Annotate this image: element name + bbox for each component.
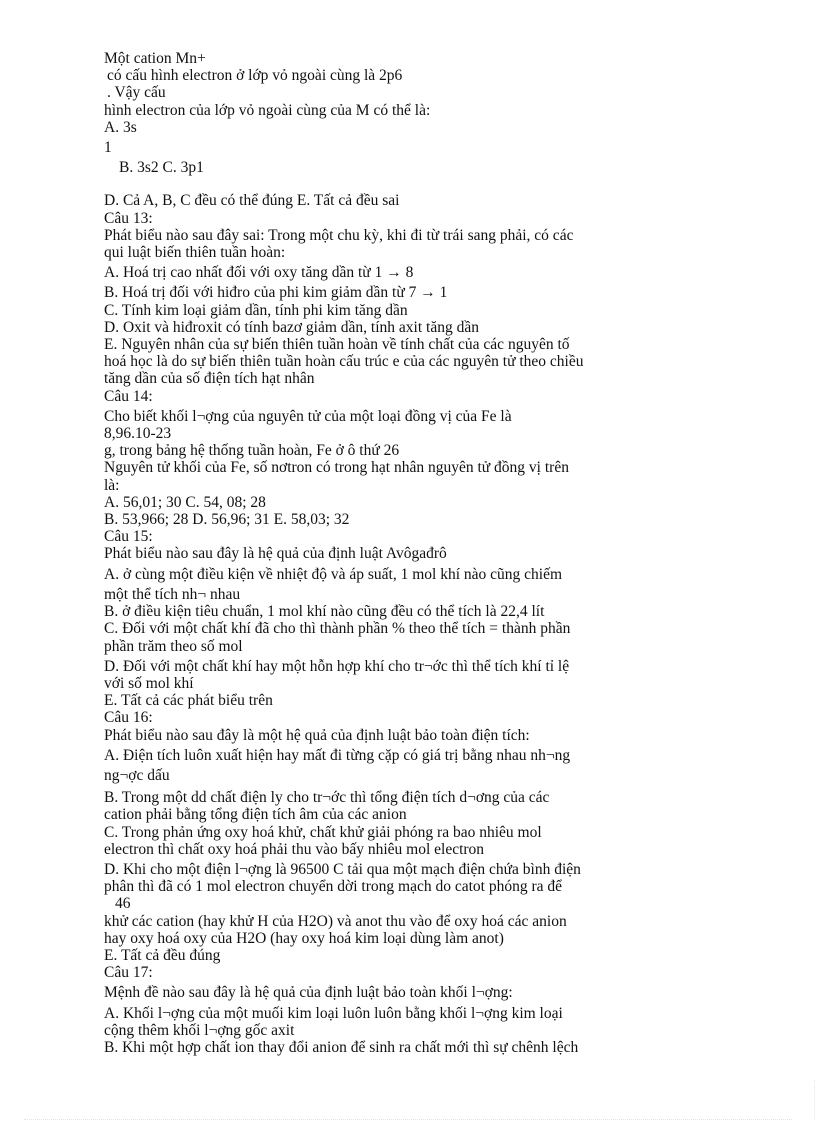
option-line: E. Nguyên nhân của sự biến thiên tuần hoàn về tính chất của các nguyên tố	[104, 336, 570, 354]
page-number-fragment: 46	[115, 895, 131, 913]
page-bottom-border	[24, 1119, 792, 1120]
option-line: C. Tính kim loại giảm dần, tính phi kim tăng dần	[104, 301, 408, 319]
question-text: qui luật biến thiên tuần hoàn:	[104, 244, 286, 262]
option-line: D. Oxit và hiđroxit có tính bazơ giảm dần, tính axit tăng dần	[104, 318, 479, 336]
option-line: A. Hoá trị cao nhất đối với oxy tăng dần từ 1 → 8	[104, 264, 414, 282]
option-line: hoá học là do sự biến thiên tuần hoàn cấu trúc e của các nguyên tử theo chiều	[104, 353, 584, 371]
option-line: A. Khối l¬ợng của một muối kim loại luôn luôn bằng khối l¬ợng kim loại	[104, 1004, 563, 1022]
option-line: một thể tích nh¬ nhau	[104, 585, 241, 603]
option-line: hay oxy hoá oxy của H2O (hay oxy hoá kim loại dùng làm anot)	[104, 929, 504, 947]
superscript-fragment: 1	[104, 139, 112, 157]
question-text: Cho biết khối l¬ợng của nguyên tử của một loại đồng vị của Fe là	[104, 407, 512, 425]
question-heading: Câu 16:	[104, 709, 153, 727]
text-line: hình electron của lớp vỏ ngoài cùng của M có thể là:	[104, 101, 431, 119]
question-text: g, trong bảng hệ thống tuần hoàn, Fe ở ô thứ 26	[104, 442, 400, 460]
option-line: B. Hoá trị đối với hiđro của phi kim giảm dần từ 7 → 1	[104, 284, 448, 302]
option-line: A. ở cùng một điều kiện về nhiệt độ và áp suất, 1 mol khí nào cũng chiếm	[104, 565, 563, 583]
text-line: . Vậy cấu	[107, 84, 166, 102]
option-line: electron thì chất oxy hoá phải thu vào bấy nhiêu mol electron	[104, 840, 485, 858]
option-line: phần trăm theo số mol	[104, 637, 243, 655]
option-line: B. ở điều kiện tiêu chuẩn, 1 mol khí nào cũng đều có thể tích là 22,4 lít	[104, 603, 545, 621]
option-line: C. Trong phản ứng oxy hoá khử, chất khử giải phóng ra bao nhiêu mol	[104, 823, 542, 841]
option-line: D. Khi cho một điện l¬ợng là 96500 C tải qua một mạch điện chứa bình điện	[104, 860, 581, 878]
option-line: ng¬ợc dấu	[104, 766, 170, 784]
question-text: Mệnh đề nào sau đây là hệ quả của định luật bảo toàn khối l¬ợng:	[104, 984, 513, 1002]
question-heading: Câu 15:	[104, 528, 153, 546]
question-text: là:	[104, 476, 120, 494]
option-line: B. 53,966; 28 D. 56,96; 31 E. 58,03; 32	[104, 511, 350, 529]
question-text: Nguyên tử khối của Fe, số nơtron có trong hạt nhân nguyên tử đồng vị trên	[104, 459, 569, 477]
option-line: phân thì đã có 1 mol electron chuyển dời trong mạch do catot phóng ra để	[104, 878, 562, 896]
option-line: tăng dần của số điện tích hạt nhân	[104, 370, 315, 388]
text-line: có cấu hình electron ở lớp vỏ ngoài cùng là 2p6	[107, 67, 403, 85]
option-line: khử các cation (hay khử H của H2O) và anot thu vào để oxy hoá các anion	[104, 912, 567, 930]
option-line: D. Đối với một chất khí hay một hỗn hợp khí cho tr¬ớc thì thể tích khí tỉ lệ	[104, 657, 570, 675]
option-line: B. Khi một hợp chất ion thay đổi anion để sinh ra chất mới thì sự chênh lệch	[104, 1038, 579, 1056]
question-heading: Câu 13:	[104, 209, 153, 227]
option-a: A. 3s	[104, 118, 137, 136]
option-line: E. Tất cả các phát biểu trên	[104, 692, 273, 710]
question-heading: Câu 17:	[104, 964, 153, 982]
option-line: cation phải bằng tổng điện tích âm của các anion	[104, 806, 407, 824]
option-line: với số mol khí	[104, 674, 194, 692]
question-text: Phát biểu nào sau đây là một hệ quả của định luật bảo toàn điện tích:	[104, 726, 530, 744]
text-line: Một cation Mn+	[104, 50, 206, 67]
options-b-c: B. 3s2 C. 3p1	[119, 159, 204, 177]
option-line: cộng thêm khối l¬ợng gốc axit	[104, 1021, 295, 1039]
page-corner-border	[814, 1080, 815, 1120]
option-line: E. Tất cả đều đúng	[104, 946, 221, 964]
option-line: C. Đối với một chất khí đã cho thì thành phần % theo thể tích = thành phần	[104, 620, 571, 638]
document-page	[104, 50, 704, 1056]
question-heading: Câu 14:	[104, 387, 153, 405]
option-line: A. 56,01; 30 C. 54, 08; 28	[104, 493, 266, 511]
question-text: Phát biểu nào sau đây sai: Trong một chu kỳ, khi đi từ trái sang phải, có các	[104, 226, 574, 244]
question-text: 8,96.10-23	[104, 425, 172, 443]
options-d-e: D. Cả A, B, C đều có thể đúng E. Tất cả đều sai	[104, 192, 400, 210]
option-line: A. Điện tích luôn xuất hiện hay mất đi từng cặp có giá trị bằng nhau nh¬ng	[104, 746, 571, 764]
question-text: Phát biểu nào sau đây là hệ quả của định luật Avôgađrô	[104, 545, 447, 563]
option-line: B. Trong một dd chất điện ly cho tr¬ớc thì tổng điện tích d¬ơng của các	[104, 789, 550, 807]
